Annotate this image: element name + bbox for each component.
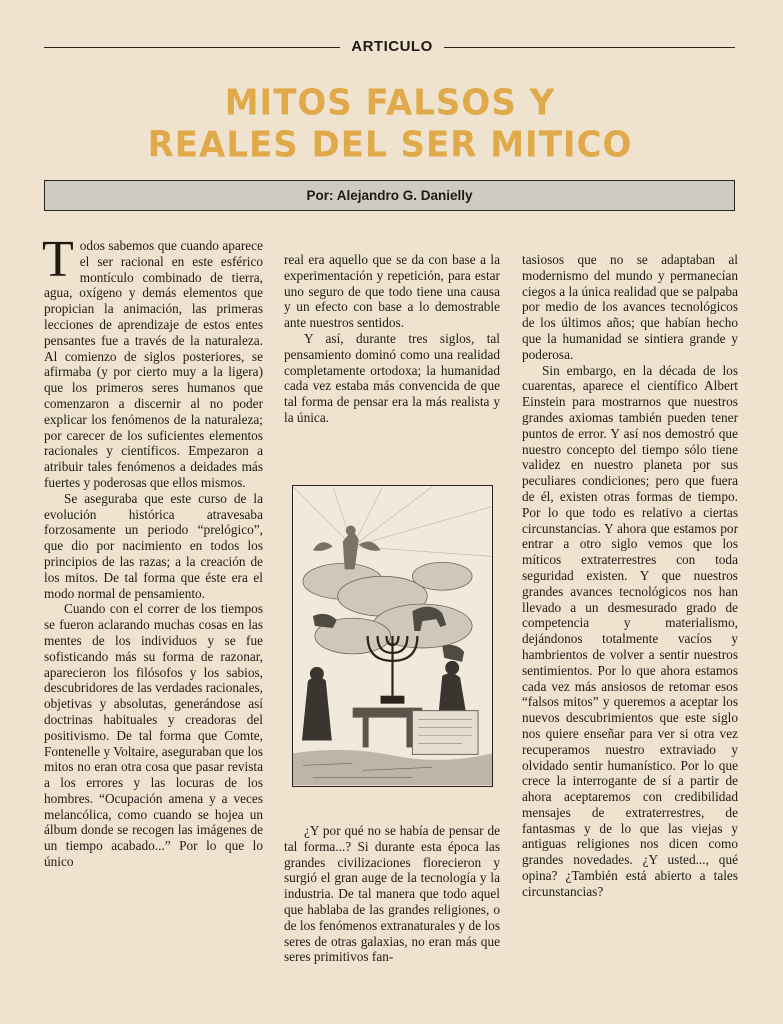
paragraph: Se aseguraba que este curso de la evolución histórica atravesaba forzosamente un periodo “prelógico”, que dio por nacimiento en todos los principios de las razas; a la creación de los mitos. De tal forma que éste era el modo normal de pensamiento.	[44, 490, 263, 601]
drop-cap: T	[42, 231, 74, 288]
text-column-1	[42, 231, 263, 870]
paragraph: tasiosos que no se adaptaban al modernismo del mundo y permanecían ciegos a la única realidad que se palpaba por medio de los avances tecnológicos de los últimos años; que habían hecho que la humanidad se sintiera grande y poderosa.	[522, 252, 738, 362]
section-label: ARTICULO	[351, 38, 433, 55]
paragraph: Sin embargo, en la década de los cuarentas, aparece el científico Albert Einstein para mostrarnos que nuestros grandes axiomas también pueden tener puntos de error. Y así nos demostró que nuestro concepto del tiempo sólo tiene validez en nuestro planeta por sus peculiares condiciones; pero que fuera de él, existen otras formas de tiempo. Por lo que todo es relativo a ciertas circunstancias. Y ahora que estamos por entrar a otro siglo vemos que los míticos extraterrestres con toda seguridad existen. Y que nuestros grandes avances tecnológicos nos han llevado a un desmesurado grado de competencia y materialismo, dejándonos totalmente vacíos y hambrientos de volver a sentir nuestros sentimientos. Por lo que ahora estamos cada vez más ansiosos de retomar esos “falsos mitos” y queremos a aceptar los nuevos descubrimientos que este siglo nos quiere enseñar para ver si otra vez recuperamos nuestro extraviado y olvidado sentir humanístico. Por lo que crece la interrogante de sí a partir de ahora aceptaremos con credibilidad mensajes de extraterrestres, de fantasmas y de lo que las viejas y antiguas religiones nos dicen como grandes novedades. ¿Y usted..., qué opina? ¿También está abierto a tales circunstancias?	[522, 362, 738, 899]
text-column-2-lower	[284, 823, 500, 965]
illustration-engraving-icon	[293, 486, 492, 786]
text-column-3	[522, 252, 738, 900]
paragraph: Cuando con el correr de los tiempos se fueron aclarando muchas cosas en las mentes de los individuos y se fue sofisticando más su forma de razonar, aparecieron los filósofos y los sabios, descubridores de las verdades racionales, objetivas y absolutas, generándose así doctrinas habituales y creadoras del positivismo. De tal forma que Comte, Fontenelle y Voltaire, aseguraban que los mitos no eran otra cosa que pasar revista a los errores y las locuras de los hombres. “Ocupación amena y a veces melancólica, como cuando se hojea un álbum donde se recogen las imágenes de un tiempo acabado...” Por lo que lo único	[44, 601, 263, 870]
paragraph: Todos sabemos que cuando aparece el ser racional en este esférico montículo combinado de tierra, agua, oxígeno y demás elementos que propician la animación, las primeras lecciones de aprendizaje de estos entes pensantes fue a través de la naturaleza. Al comienzo de siglos posteriores, se afirmaba (y por cierto muy a la ligera) que los primeros seres humanos que comenzaron a discernir al no poder explicar los fenómenos de la naturaleza; por carecer de los suficientes elementos racionales y científicos. Empezaron a atribuir tales fenómenos a deidades más fuertes y poderosas que ellos mismos.	[42, 231, 263, 490]
byline-text: Por: Alejandro G. Danielly	[306, 188, 473, 203]
article-title	[60, 82, 720, 166]
mythological-illustration	[292, 485, 493, 787]
paragraph: real era aquello que se da con base a la experimentación y repetición, para estar uno seguro de que todo tiene una causa y un efecto con base a lo demostrable ante nuestros sentidos.	[284, 252, 500, 331]
paragraph: ¿Y por qué no se había de pensar de tal forma...? Si durante esta época las grandes civilizaciones florecieron y surgió el gran auge de la tecnología y la industria. De tal manera que todo aquel que hablaba de las grandes religiones, o de los fenómenos extranaturales y de los seres de otras galaxias, no eran más que seres primitivos fan-	[284, 823, 500, 965]
header-rule-left	[44, 47, 340, 48]
title-line-2: REALES DEL SER MITICO	[147, 124, 633, 166]
title-line-1: MITOS FALSOS Y	[224, 82, 556, 124]
header-rule-right	[444, 47, 735, 48]
byline-bar	[44, 180, 735, 211]
text-column-2	[284, 252, 500, 426]
paragraph: Y así, durante tres siglos, tal pensamiento dominó como una realidad completamente ortodoxa; la humanidad cada vez estaba más convencida de que tal forma de pensar era la más realista y la única.	[284, 330, 500, 425]
